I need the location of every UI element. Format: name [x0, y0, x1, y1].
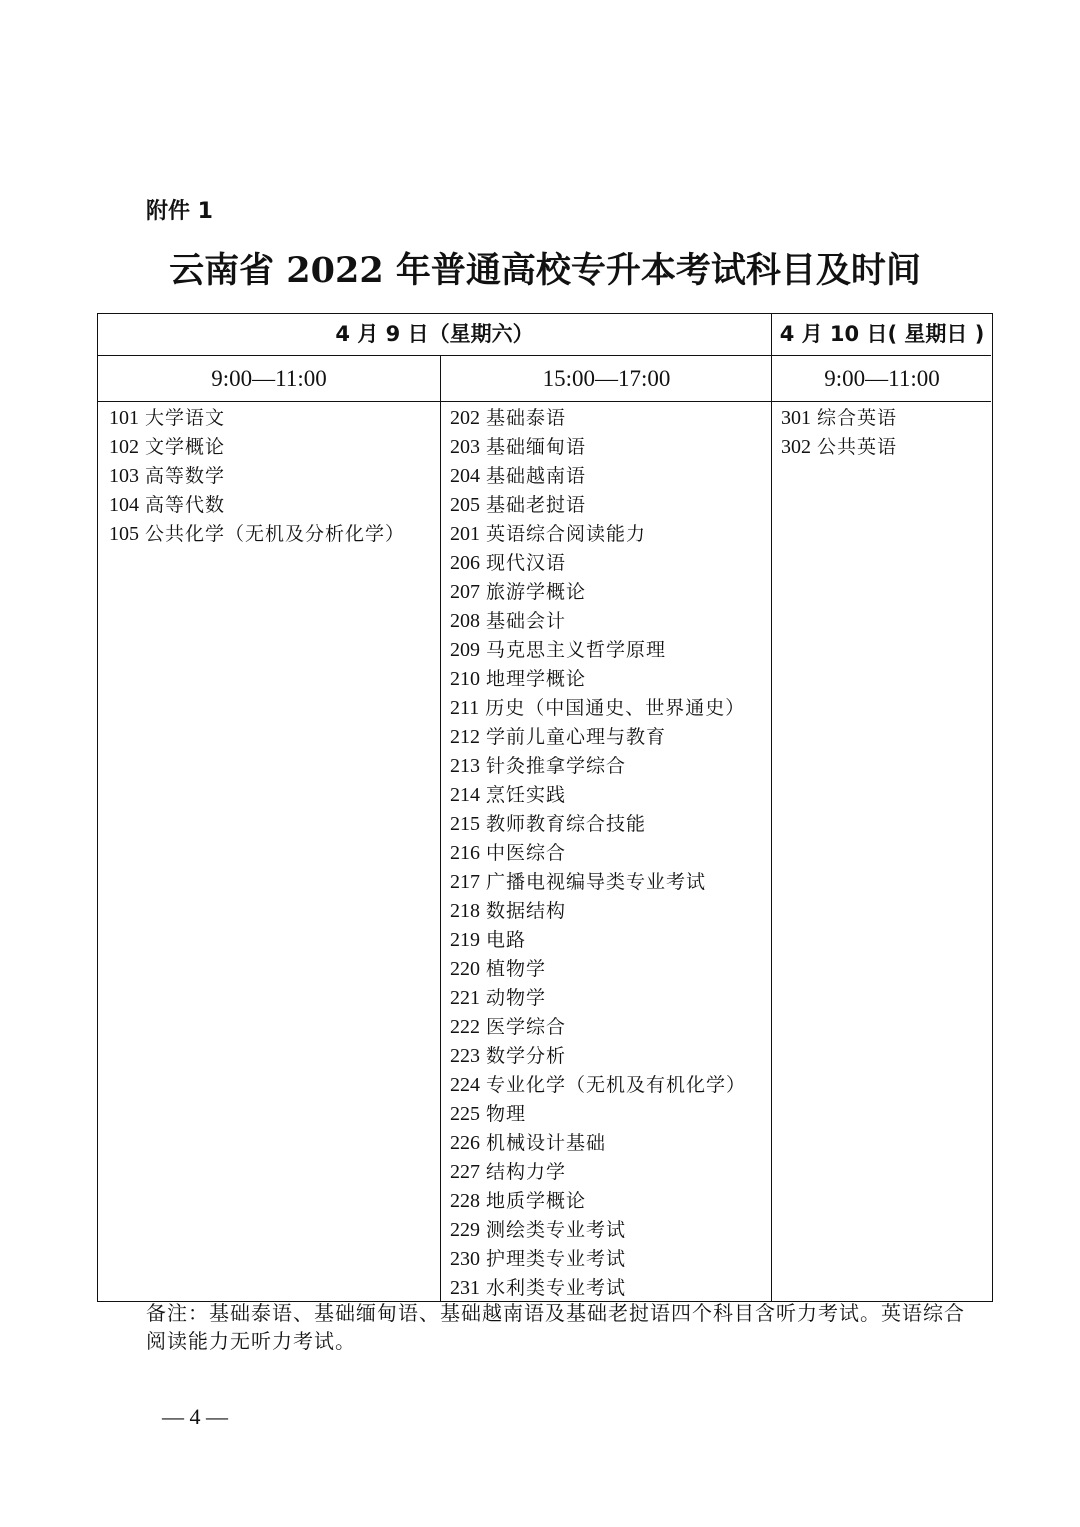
subject-code: 229 [450, 1219, 480, 1241]
subject-code: 216 [450, 842, 480, 864]
subject-code: 202 [450, 407, 480, 429]
subject-name: 数学分析 [486, 1045, 567, 1067]
subject-name: 大学语文 [145, 407, 226, 429]
subject-code: 218 [450, 900, 480, 922]
subject-code: 206 [450, 552, 480, 574]
subject-name: 历史（中国通史、世界通史） [485, 697, 746, 719]
subject-name: 旅游学概论 [486, 581, 587, 603]
subject-code: 230 [450, 1248, 480, 1270]
subject-item [781, 404, 897, 433]
day1-header: 4 月 9 日（星期六） [335, 322, 534, 346]
subject-name: 烹饪实践 [486, 784, 567, 806]
subject-code: 205 [450, 494, 480, 516]
subject-item [450, 404, 746, 433]
subject-name: 马克思主义哲学原理 [486, 639, 667, 661]
subject-name: 教师教育综合技能 [486, 813, 647, 835]
subject-item [450, 549, 746, 578]
subject-code: 104 [109, 494, 139, 516]
subject-code: 211 [450, 697, 480, 719]
subject-code: 215 [450, 813, 480, 835]
page-number: — 4 — [162, 1404, 228, 1429]
subject-item [109, 433, 405, 462]
subject-item [450, 926, 746, 955]
subject-item [450, 752, 746, 781]
subject-name: 医学综合 [486, 1016, 567, 1038]
subject-code: 201 [450, 523, 480, 545]
subject-name: 测绘类专业考试 [486, 1219, 627, 1241]
subject-name: 中医综合 [486, 842, 567, 864]
subject-item [450, 694, 746, 723]
subject-name: 公共英语 [817, 436, 898, 458]
subject-name: 水利类专业考试 [486, 1277, 627, 1299]
column-divider-1 [440, 355, 441, 1301]
subject-item [450, 1187, 746, 1216]
subject-item [109, 491, 405, 520]
subject-name: 综合英语 [817, 407, 898, 429]
subject-item [450, 1042, 746, 1071]
subject-item [450, 1129, 746, 1158]
subject-code: 301 [781, 407, 811, 429]
subject-name: 基础缅甸语 [486, 436, 587, 458]
subject-code: 204 [450, 465, 480, 487]
subject-code: 207 [450, 581, 480, 603]
subject-name: 高等数学 [145, 465, 226, 487]
subject-code: 102 [109, 436, 139, 458]
subject-code: 217 [450, 871, 480, 893]
subject-code: 208 [450, 610, 480, 632]
subject-item [450, 636, 746, 665]
slot1-time: 9:00—11:00 [211, 366, 327, 391]
subject-name: 植物学 [486, 958, 547, 980]
subject-code: 213 [450, 755, 480, 777]
subject-code: 226 [450, 1132, 480, 1154]
attachment-label: 附件 1 [146, 199, 213, 224]
subject-name: 现代汉语 [486, 552, 567, 574]
subject-item [450, 984, 746, 1013]
subject-name: 物理 [486, 1103, 527, 1125]
subject-item [450, 839, 746, 868]
subject-item [450, 1216, 746, 1245]
subject-item [450, 1245, 746, 1274]
subject-item [450, 868, 746, 897]
subject-name: 学前儿童心理与教育 [486, 726, 667, 748]
slot3-subject-list [781, 404, 897, 462]
subject-code: 209 [450, 639, 480, 661]
subject-code: 220 [450, 958, 480, 980]
subject-name: 高等代数 [145, 494, 226, 516]
subject-name: 机械设计基础 [486, 1132, 607, 1154]
slot1-subject-list [109, 404, 405, 549]
subject-item [450, 723, 746, 752]
subject-name: 基础泰语 [486, 407, 567, 429]
subject-item [109, 462, 405, 491]
subject-item [450, 462, 746, 491]
subject-code: 225 [450, 1103, 480, 1125]
subject-name: 公共化学（无机及分析化学） [145, 523, 406, 545]
subject-code: 302 [781, 436, 811, 458]
subject-item [450, 491, 746, 520]
subject-item [109, 520, 405, 549]
subject-name: 广播电视编导类专业考试 [486, 871, 707, 893]
subject-name: 基础会计 [486, 610, 567, 632]
subject-name: 基础越南语 [486, 465, 587, 487]
subject-code: 203 [450, 436, 480, 458]
subject-code: 222 [450, 1016, 480, 1038]
subject-name: 护理类专业考试 [486, 1248, 627, 1270]
subject-item [450, 955, 746, 984]
subject-item [450, 578, 746, 607]
subject-code: 231 [450, 1277, 480, 1299]
subject-item [450, 433, 746, 462]
subject-item [450, 520, 746, 549]
subject-code: 103 [109, 465, 139, 487]
subject-item [450, 665, 746, 694]
subject-name: 电路 [486, 929, 527, 951]
subject-code: 223 [450, 1045, 480, 1067]
subject-code: 221 [450, 987, 480, 1009]
subject-code: 228 [450, 1190, 480, 1212]
subject-name: 英语综合阅读能力 [486, 523, 647, 545]
subject-code: 224 [450, 1074, 480, 1096]
subject-name: 专业化学（无机及有机化学） [486, 1074, 747, 1096]
subject-name: 地质学概论 [486, 1190, 587, 1212]
subject-item [450, 1100, 746, 1129]
subject-item [450, 607, 746, 636]
page-title: 云南省 2022 年普通高校专升本考试科目及时间 [169, 250, 921, 291]
column-divider-2 [771, 314, 772, 1301]
subject-item [781, 433, 897, 462]
subject-item [109, 404, 405, 433]
exam-schedule-table [97, 313, 993, 1302]
subject-name: 结构力学 [486, 1161, 567, 1183]
subject-item [450, 1013, 746, 1042]
subject-name: 针灸推拿学综合 [486, 755, 627, 777]
subject-name: 文学概论 [145, 436, 226, 458]
subject-item [450, 1071, 746, 1100]
subject-item [450, 1158, 746, 1187]
subject-code: 219 [450, 929, 480, 951]
subject-code: 101 [109, 407, 139, 429]
subject-name: 地理学概论 [486, 668, 587, 690]
subject-item [450, 897, 746, 926]
remark-note: 备注：基础泰语、基础缅甸语、基础越南语及基础老挝语四个科目含听力考试。英语综合阅读能力无听力考试。 [146, 1301, 965, 1353]
subject-name: 动物学 [486, 987, 547, 1009]
slot2-subject-list [450, 404, 746, 1303]
slot3-time: 9:00—11:00 [824, 366, 940, 391]
subject-code: 210 [450, 668, 480, 690]
subject-code: 227 [450, 1161, 480, 1183]
subject-item [450, 810, 746, 839]
subject-code: 214 [450, 784, 480, 806]
subject-name: 数据结构 [486, 900, 567, 922]
day2-header: 4 月 10 日( 星期日 ) [779, 322, 985, 346]
subject-code: 105 [109, 523, 139, 545]
subject-code: 212 [450, 726, 480, 748]
subject-name: 基础老挝语 [486, 494, 587, 516]
slot2-time: 15:00—17:00 [542, 366, 671, 391]
subject-item [450, 781, 746, 810]
